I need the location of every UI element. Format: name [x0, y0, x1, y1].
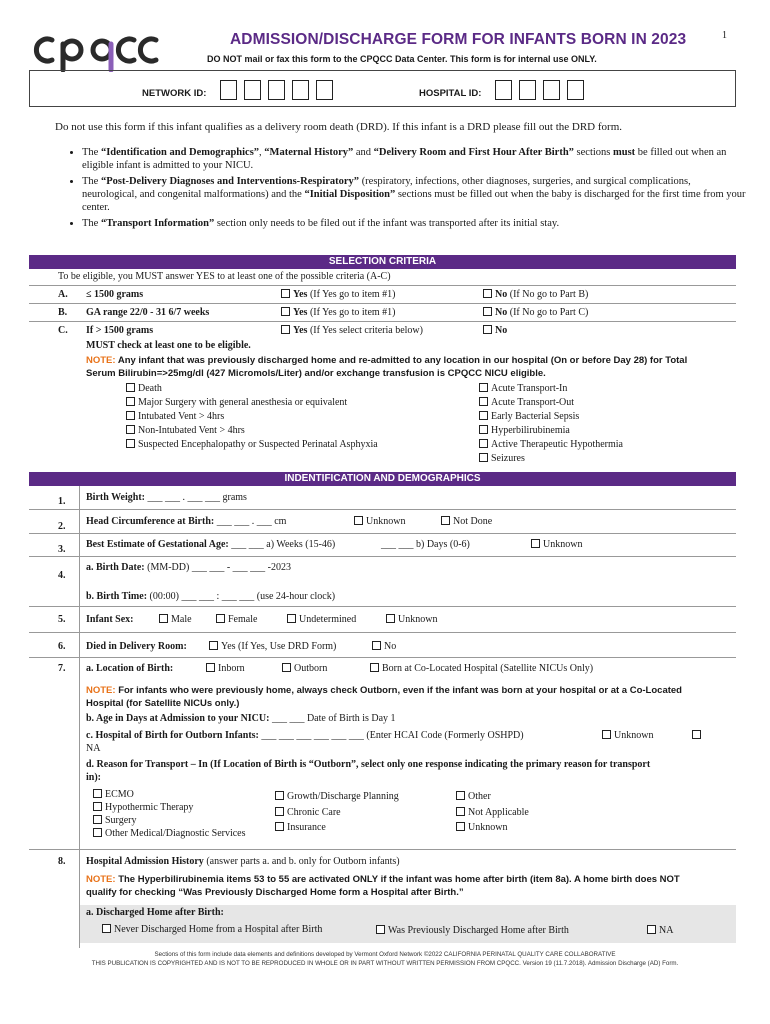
- demographics-header: INDENTIFICATION AND DEMOGRAPHICS: [29, 472, 736, 486]
- checkbox-icon: [93, 828, 102, 837]
- checkbox-icon: [281, 307, 290, 316]
- network-id-digit-5[interactable]: [316, 80, 333, 100]
- previously-discharged-home[interactable]: Was Previously Discharged Home after Birth: [376, 925, 569, 936]
- reason-growth-discharge[interactable]: Growth/Discharge Planning: [275, 791, 399, 802]
- criteria-encephalopathy[interactable]: Suspected Encephalopathy or Suspected Perinatal Asphyxia: [126, 439, 378, 450]
- checkbox-icon: [479, 453, 488, 462]
- criterion-c-yes[interactable]: Yes (If Yes select criteria below): [281, 325, 423, 336]
- ga-unknown[interactable]: Unknown: [531, 539, 582, 550]
- criteria-hyperbilirubinemia[interactable]: Hyperbilirubinemia: [479, 425, 570, 436]
- criterion-letter-c: C.: [58, 325, 68, 336]
- checkbox-icon: [479, 425, 488, 434]
- sex-female[interactable]: Female: [216, 614, 257, 625]
- selection-note-line2: Serum Bilirubin=>25mg/dl (427 Micromols/Liter) and/or exchange transfusion is CPQCC NICU eligible.: [86, 368, 546, 379]
- checkbox-icon: [483, 289, 492, 298]
- admission-history-label: Hospital Admission History (answer parts a. and b. only for Outborn infants): [86, 856, 400, 867]
- checkbox-icon: [354, 516, 363, 525]
- criterion-c-no[interactable]: No: [483, 325, 507, 336]
- criterion-b-yes[interactable]: Yes (If Yes go to item #1): [281, 307, 396, 318]
- checkbox-icon: [479, 411, 488, 420]
- criterion-letter-a: A.: [58, 289, 68, 300]
- criteria-intubated-vent[interactable]: Intubated Vent > 4hrs: [126, 411, 224, 422]
- checkbox-icon: [456, 791, 465, 800]
- checkbox-icon: [479, 397, 488, 406]
- checkbox-icon: [692, 730, 701, 739]
- hospital-id-digit-2[interactable]: [519, 80, 536, 100]
- hospital-id-digit-3[interactable]: [543, 80, 560, 100]
- drd-no[interactable]: No: [372, 641, 396, 652]
- checkbox-icon: [531, 539, 540, 548]
- item-number: 6.: [58, 641, 66, 652]
- checkbox-icon: [483, 307, 492, 316]
- hospital-id-label: HOSPITAL ID:: [419, 88, 482, 99]
- discharged-home-label: a. Discharged Home after Birth:: [86, 907, 224, 918]
- reason-for-transport-label-line2: in):: [86, 772, 101, 783]
- network-id-digit-2[interactable]: [244, 80, 261, 100]
- checkbox-icon: [479, 383, 488, 392]
- location-of-birth-label: a. Location of Birth:: [86, 663, 174, 674]
- checkbox-icon: [102, 924, 111, 933]
- network-id-digit-4[interactable]: [292, 80, 309, 100]
- never-discharged-home[interactable]: Never Discharged Home from a Hospital after Birth: [102, 924, 322, 935]
- sex-unknown[interactable]: Unknown: [386, 614, 437, 625]
- gestational-age-days[interactable]: ___ ___ b) Days (0-6): [381, 539, 470, 550]
- form-subtitle: DO NOT mail or fax this form to the CPQCC Data Center. This form is for internal use ONLY.: [207, 54, 597, 64]
- criterion-b-no[interactable]: No (If No go to Part C): [483, 307, 588, 318]
- checkbox-icon: [93, 815, 102, 824]
- checkbox-icon: [126, 383, 135, 392]
- sex-undetermined[interactable]: Undetermined: [287, 614, 356, 625]
- network-id-digit-1[interactable]: [220, 80, 237, 100]
- selection-criteria-header: SELECTION CRITERIA: [29, 255, 736, 269]
- checkbox-icon: [275, 791, 284, 800]
- checkbox-icon: [370, 663, 379, 672]
- criteria-death[interactable]: Death: [126, 383, 162, 394]
- checkbox-icon: [281, 289, 290, 298]
- sex-male[interactable]: Male: [159, 614, 192, 625]
- item-number: 7.: [58, 663, 66, 674]
- location-note-line2: Hospital (for Satellite NICUs only.): [86, 698, 240, 709]
- location-co-located[interactable]: Born at Co-Located Hospital (Satellite NICUs Only): [370, 663, 593, 674]
- checkbox-icon: [287, 614, 296, 623]
- criterion-a-no[interactable]: No (If No go to Part B): [483, 289, 588, 300]
- reason-chronic-care[interactable]: Chronic Care: [275, 807, 341, 818]
- instructions-list: [58, 146, 747, 233]
- checkbox-icon: [159, 614, 168, 623]
- criteria-transport-out[interactable]: Acute Transport-Out: [479, 397, 574, 408]
- item-number: 3.: [58, 544, 66, 555]
- checkbox-icon: [275, 822, 284, 831]
- age-at-admission-field[interactable]: b. Age in Days at Admission to your NICU: ___ ___ Date of Birth is Day 1: [86, 713, 396, 724]
- selection-note: NOTE: Any infant that was previously discharged home and re-admitted to any location in our hospital (On or before Day 28) for Total: [86, 355, 688, 366]
- birth-time-field[interactable]: b. Birth Time: (00:00) ___ ___ : ___ ___ (use 24-hour clock): [86, 591, 336, 602]
- checkbox-icon: [206, 663, 215, 672]
- birth-date-field[interactable]: a. Birth Date: (MM-DD) ___ ___ - ___ ___ -2023: [86, 562, 291, 573]
- hospital-of-birth-na-checkbox[interactable]: [692, 730, 704, 741]
- reason-for-transport-label: d. Reason for Transport – In (If Location of Birth is “Outborn”, select only one response indicating the primary reason for transport: [86, 759, 651, 770]
- instruction-item: • The “Post-Delivery Diagnoses and Interventions-Respiratory” (respiratory, infections, other diagnoses, surgeries, and surgical complications, neurological, and congenital malformations) and the “Initial Disposition” sections must be filled out when the baby is discharged for the first time from your center.: [82, 175, 747, 214]
- discharged-na[interactable]: NA: [647, 925, 673, 936]
- checkbox-icon: [647, 925, 656, 934]
- location-inborn[interactable]: Inborn: [206, 663, 245, 674]
- form-title: ADMISSION/DISCHARGE FORM FOR INFANTS BORN IN 2023: [230, 31, 687, 48]
- birth-weight-field[interactable]: Birth Weight: ___ ___ . ___ ___ grams: [86, 492, 247, 503]
- checkbox-icon: [126, 425, 135, 434]
- checkbox-icon: [216, 614, 225, 623]
- criterion-a-label: ≤ 1500 grams: [86, 289, 144, 300]
- footer-permission: THIS PUBLICATION IS COPYRIGHTED AND IS NOT TO BE REPRODUCED IN WHOLE OR IN PART WITHOUT WRITTEN PERMISSION FROM CPQCC. Version 19 (11.7.2018). Admission Discharge (AD) Form.: [91, 960, 679, 967]
- hospital-id-digit-4[interactable]: [567, 80, 584, 100]
- criteria-major-surgery[interactable]: Major Surgery with general anesthesia or equivalent: [126, 397, 347, 408]
- hospital-id-digit-1[interactable]: [495, 80, 512, 100]
- item-number: 2.: [58, 521, 66, 532]
- head-circumference-field[interactable]: Head Circumference at Birth: ___ ___ . ___ cm: [86, 516, 287, 527]
- item-number: 4.: [58, 570, 66, 581]
- reason-other-medical[interactable]: Other Medical/Diagnostic Services: [93, 828, 246, 839]
- checkbox-icon: [441, 516, 450, 525]
- criteria-transport-in[interactable]: Acute Transport-In: [479, 383, 567, 394]
- must-check-text: MUST check at least one to be eligible.: [86, 340, 251, 351]
- reason-surgery[interactable]: Surgery: [93, 815, 136, 826]
- instruction-item: • The “Identification and Demographics”, “Maternal History” and “Delivery Room and First Hour After Birth” sections must be filled out when an eligible infant is admitted to your NICU.: [82, 146, 747, 172]
- head-circ-unknown[interactable]: Unknown: [354, 516, 405, 527]
- admission-note: NOTE: The Hyperbilirubinemia items 53 to 55 are activated ONLY if the infant was home after birth (item 8a). A home birth does NOT: [86, 874, 680, 885]
- criterion-letter-b: B.: [58, 307, 68, 318]
- location-outborn[interactable]: Outborn: [282, 663, 327, 674]
- criteria-hypothermia[interactable]: Active Therapeutic Hypothermia: [479, 439, 623, 450]
- item-number: 1.: [58, 496, 66, 507]
- head-circ-not-done[interactable]: Not Done: [441, 516, 492, 527]
- admission-note-line2: qualify for checking “Was Previously Discharged Home form a Hospital after Birth.”: [86, 887, 464, 898]
- drd-yes[interactable]: Yes (If Yes, Use DRD Form): [209, 641, 336, 652]
- checkbox-icon: [275, 807, 284, 816]
- criterion-a-yes[interactable]: Yes (If Yes go to item #1): [281, 289, 396, 300]
- footer-copyright: Sections of this form include data elements and definitions developed by Vermont Oxford Network ©2022 CALIFORNIA PERINATAL QUALITY CARE COLLABORATIVE: [154, 951, 616, 958]
- checkbox-icon: [376, 925, 385, 934]
- reason-ecmo[interactable]: ECMO: [93, 789, 134, 800]
- checkbox-icon: [602, 730, 611, 739]
- instruction-item: • The “Transport Information” section only needs to be filed out if the infant was transported after its initial stay.: [82, 217, 747, 230]
- criteria-seizures[interactable]: Seizures: [479, 453, 525, 464]
- reason-unknown[interactable]: Unknown: [456, 822, 507, 833]
- hospital-of-birth-na: NA: [86, 743, 101, 754]
- criterion-c-label: If > 1500 grams: [86, 325, 154, 336]
- reason-other[interactable]: Other: [456, 791, 491, 802]
- eligibility-text: To be eligible, you MUST answer YES to at least one of the possible criteria (A-C): [58, 271, 391, 282]
- checkbox-icon: [281, 325, 290, 334]
- page-number: 1: [722, 30, 727, 41]
- item-number: 5.: [58, 614, 66, 625]
- reason-insurance[interactable]: Insurance: [275, 822, 326, 833]
- checkbox-icon: [126, 397, 135, 406]
- checkbox-icon: [93, 789, 102, 798]
- item-number: 8.: [58, 856, 66, 867]
- criteria-non-intubated-vent[interactable]: Non-Intubated Vent > 4hrs: [126, 425, 245, 436]
- cpqcc-logo: [30, 30, 160, 72]
- checkbox-icon: [456, 822, 465, 831]
- criterion-b-label: GA range 22/0 - 31 6/7 weeks: [86, 307, 210, 318]
- checkbox-icon: [126, 411, 135, 420]
- checkbox-icon: [456, 807, 465, 816]
- id-box: [29, 70, 736, 107]
- gestational-age-weeks[interactable]: Best Estimate of Gestational Age: ___ ___ a) Weeks (15-46): [86, 539, 336, 550]
- checkbox-icon: [209, 641, 218, 650]
- died-delivery-room-label: Died in Delivery Room:: [86, 641, 187, 652]
- intro-text: Do not use this form if this infant qualifies as a delivery room death (DRD). If this infant is a DRD please fill out the DRD form.: [55, 121, 622, 133]
- reason-hypothermic-therapy[interactable]: Hypothermic Therapy: [93, 802, 193, 813]
- reason-not-applicable[interactable]: Not Applicable: [456, 807, 529, 818]
- checkbox-icon: [282, 663, 291, 672]
- network-id-label: NETWORK ID:: [142, 88, 207, 99]
- checkbox-icon: [483, 325, 492, 334]
- checkbox-icon: [372, 641, 381, 650]
- checkbox-icon: [479, 439, 488, 448]
- criteria-early-sepsis[interactable]: Early Bacterial Sepsis: [479, 411, 579, 422]
- hospital-of-birth-unknown[interactable]: Unknown: [602, 730, 653, 741]
- checkbox-icon: [126, 439, 135, 448]
- location-note: NOTE: For infants who were previously home, always check Outborn, even if the infant was born at your hospital or at a Co-Located: [86, 685, 682, 696]
- infant-sex-label: Infant Sex:: [86, 614, 134, 625]
- checkbox-icon: [93, 802, 102, 811]
- network-id-digit-3[interactable]: [268, 80, 285, 100]
- hospital-of-birth-field[interactable]: c. Hospital of Birth for Outborn Infants: ___ ___ ___ ___ ___ ___ (Enter HCAI Code (Formerly OSHPD): [86, 730, 524, 741]
- checkbox-icon: [386, 614, 395, 623]
